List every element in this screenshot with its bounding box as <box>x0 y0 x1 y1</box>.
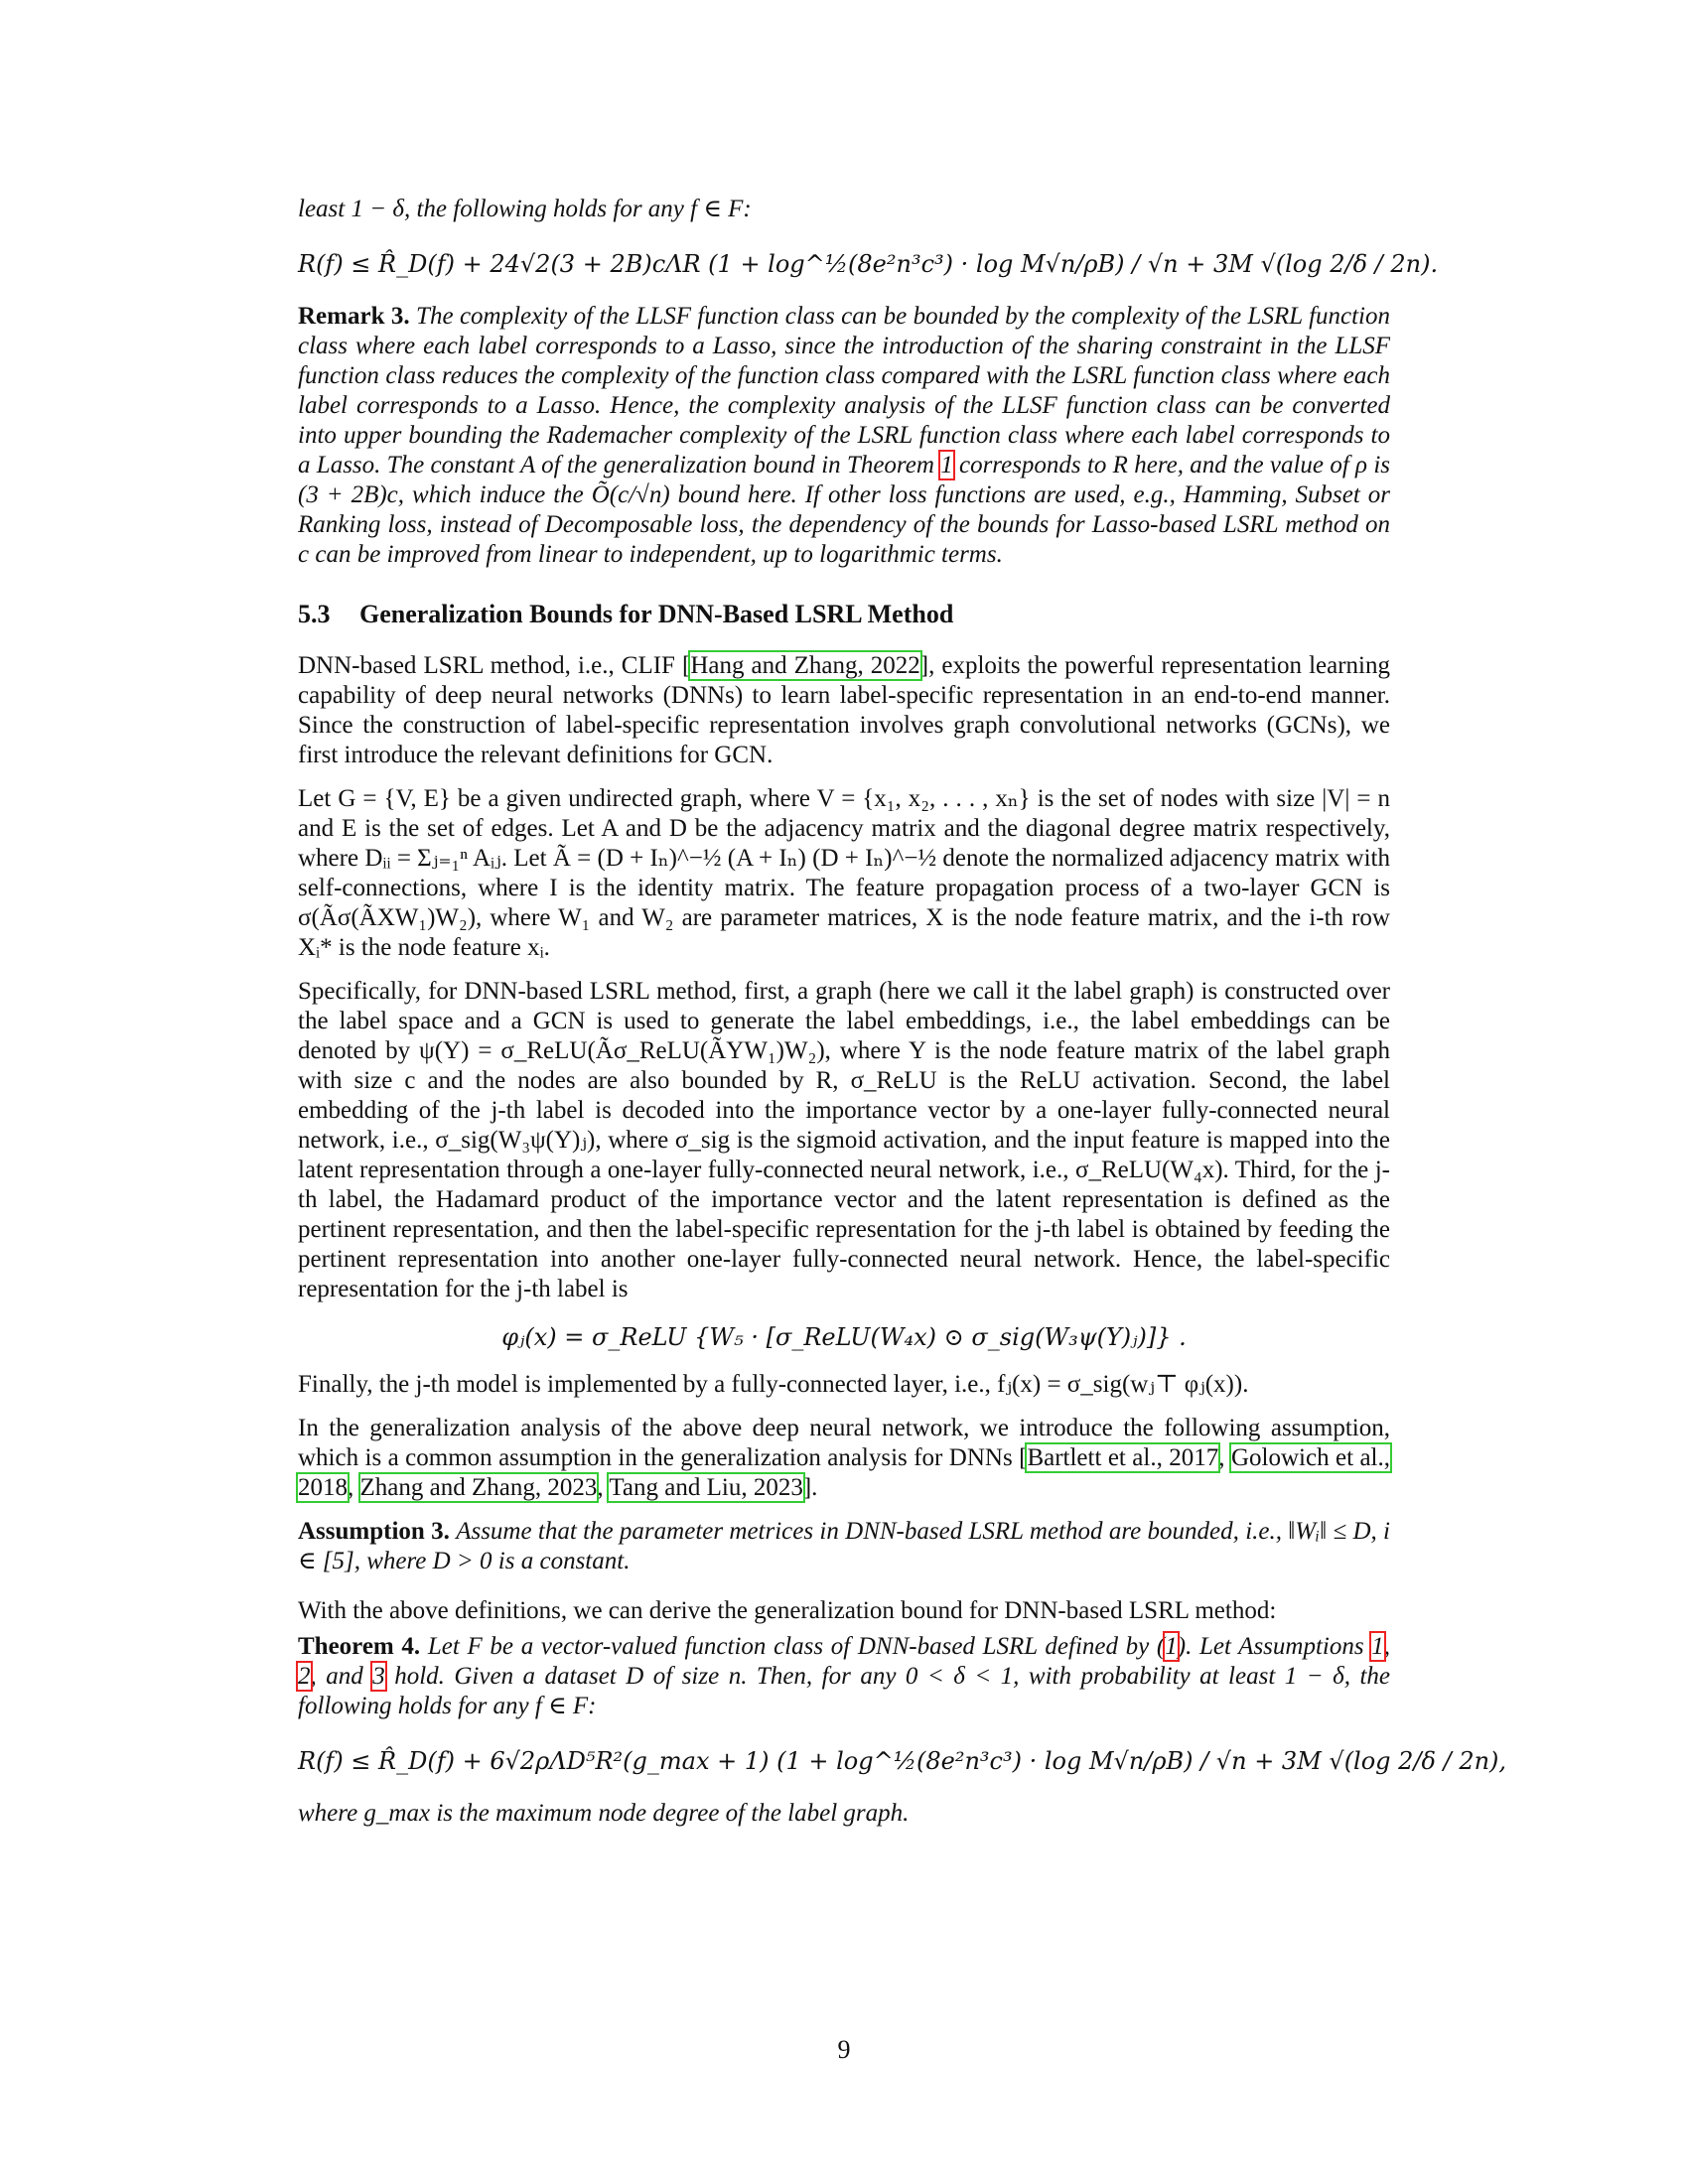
paragraph-assumption-intro <box>298 1414 1390 1503</box>
equation-reference-link[interactable]: 1 <box>1165 1633 1178 1660</box>
paragraph-gcn-definition: Let G = {V, E} be a given undirected graph, where V = {x₁, x₂, . . . , xₙ} is the set of nodes with size |V| = n and E is the set of edges. Let A and D be the adjacency matrix and the diagonal degree matrix respectively, where Dᵢᵢ = Σⱼ₌₁ⁿ Aᵢⱼ. Let Ã = (D + Iₙ)^−½ (A + Iₙ) (D + Iₙ)^−½ denote the normalized adjacency matrix with self-connections, where I is the identity matrix. The feature propagation process of a two-layer GCN is σ(Ãσ(ÃXW₁)W₂), where W₁ and W₂ are parameter matrices, X is the node feature matrix, and the i-th row Xᵢ* is the node feature xᵢ. <box>298 785 1390 961</box>
citation-link[interactable]: Zhang and Zhang, 2023 <box>359 1474 598 1501</box>
paragraph-text: DNN-based LSRL method, i.e., CLIF [ <box>298 652 691 679</box>
theorem-text: ). Let Assumptions <box>1177 1633 1364 1660</box>
remark-text: The complexity of the LLSF function class can be bounded by the complexity of the LSRL function class where each label corresponds to a Lasso, since the introduction of the sharing constraint in the LLSF function class reduces the complexity of the function class compared with the LSRL function class where each label corresponds to a Lasso. Hence, the complexity analysis of the LLSF function class can be converted into upper bounding the Rademacher complexity of the LSRL function class where each label corresponds to a Lasso. The constant A of the generalization bound in Theorem <box>298 303 1391 478</box>
paragraph-text: ]. <box>802 1474 818 1501</box>
citation-separator: , <box>597 1474 610 1501</box>
paragraph-text: ], exploits the powerful representation learning capability of deep neural networks (DNNs) to learn label-specific representation in an end-to-end manner. Since the construction of label-specific representation involves graph convolutional networks (GCNs), we first introduce the relevant definitions for GCN. <box>298 652 1390 768</box>
theorem-4 <box>298 1632 1390 1721</box>
assumption-reference-link[interactable]: 2 <box>298 1663 311 1690</box>
assumption-label: Assumption 3. <box>298 1518 450 1545</box>
generalization-bound-equation-dnn: R(f) ≤ R̂_D(f) + 6√2ρΛD⁵R²(g_max + 1) (1 + log^½(8e²n³c³) · log M√n/ρB) / √n + 3M √(log 2/δ / 2n), <box>298 1747 1507 1775</box>
paragraph-text: In the generalization analysis of the above deep neural network, we introduce the following assumption, which is a common assumption in the generalization analysis for DNNs [ <box>298 1415 1390 1471</box>
bound-footnote-line: where g_max is the maximum node degree of the label graph. <box>298 1800 910 1827</box>
section-heading <box>298 600 1390 629</box>
remark-label: Remark 3. <box>298 303 410 330</box>
assumption-reference-link[interactable]: 3 <box>372 1663 385 1690</box>
citation-separator: , <box>348 1474 360 1501</box>
theorem-text: , and <box>310 1663 373 1690</box>
generalization-bound-equation-lasso: R(f) ≤ R̂_D(f) + 24√2(3 + 2B)cΛR (1 + log^½(8e²n³c³) · log M√n/ρB) / √n + 3M √(log 2/δ / 2n). <box>298 250 1439 278</box>
citation-link[interactable]: Golowich et al., 2018 <box>298 1444 1391 1501</box>
paper-page <box>298 195 1507 1843</box>
assumption-text: Assume that the parameter metrices in DNN-based LSRL method are bounded, i.e., ‖Wᵢ‖ ≤ D, i ∈ [5], where D > 0 is a constant. <box>298 1518 1390 1574</box>
section-title: Generalization Bounds for DNN-Based LSRL Method <box>359 600 954 628</box>
page-number: 9 <box>837 2035 851 2064</box>
theorem-text: , <box>1383 1633 1391 1660</box>
remark-3 <box>298 302 1390 570</box>
citation-separator: , <box>1218 1444 1231 1471</box>
citation-link[interactable]: Tang and Liu, 2023 <box>609 1474 803 1501</box>
citation-link[interactable]: Bartlett et al., 2017 <box>1027 1444 1219 1471</box>
section-number: 5.3 <box>298 600 331 628</box>
theorem-label: Theorem 4. <box>298 1633 421 1660</box>
remark-text-continued: corresponds to R here, and the value of ρ is (3 + 2B)c, which induce the Õ(c/√n) bound here. If other loss functions are used, e.g., Hamming, Subset or Ranking loss, instead of Decomposable loss, the dependency of the bounds for Lasso-based LSRL method on c can be improved from linear to independent, up to logarithmic terms. <box>298 452 1391 568</box>
label-specific-representation-equation: φⱼ(x) = σ_ReLU {W₅ · [σ_ReLU(W₄x) ⊙ σ_sig(W₃ψ(Y)ⱼ)]} . <box>501 1323 1187 1351</box>
theorem-reference-link[interactable]: 1 <box>940 452 953 478</box>
theorem-continuation-line: least 1 − δ, the following holds for any f ∈ F: <box>298 196 752 222</box>
paragraph-label-specific-representation: Specifically, for DNN-based LSRL method, first, a graph (here we call it the label graph) is constructed over the label space and a GCN is used to generate the label embeddings, i.e., the label embeddings can be denoted by ψ(Y) = σ_ReLU(Ãσ_ReLU(ÃYW₁)W₂), where Y is the node feature matrix of the label graph with size c and the nodes are also bounded by R, σ_ReLU is the ReLU activation. Second, the label embedding of the j-th label is decoded into the importance vector by a one-layer fully-connected neural network, i.e., σ_sig(W₃ψ(Y)ⱼ), where σ_sig is the sigmoid activation, and the input feature is mapped into the latent representation through a one-layer fully-connected neural network, i.e., σ_ReLU(W₄x). Third, for the j-th label, the Hadamard product of the importance vector and the latent representation is defined as the pertinent representation, and then the label-specific representation for the j-th label is obtained by feeding the pertinent representation into another one-layer fully-connected neural network. Hence, the label-specific representation for the j-th label is <box>298 978 1390 1302</box>
theorem-text: hold. Given a dataset D of size n. Then, for any 0 < δ < 1, with probability at least 1 − δ, the following holds for any f ∈ F: <box>298 1663 1390 1719</box>
assumption-3 <box>298 1517 1390 1576</box>
citation-link[interactable]: Hang and Zhang, 2022 <box>690 652 920 679</box>
theorem-text: Let F be a vector-valued function class of DNN-based LSRL defined by ( <box>427 1633 1166 1660</box>
paragraph-final-model: Finally, the j-th model is implemented by a fully-connected layer, i.e., fⱼ(x) = σ_sig(wⱼ⊤ φⱼ(x)). <box>298 1371 1249 1398</box>
assumption-reference-link[interactable]: 1 <box>1371 1633 1384 1660</box>
paragraph-clif-intro <box>298 651 1390 770</box>
paragraph-derive-bound: With the above definitions, we can derive the generalization bound for DNN-based LSRL method: <box>298 1597 1277 1624</box>
